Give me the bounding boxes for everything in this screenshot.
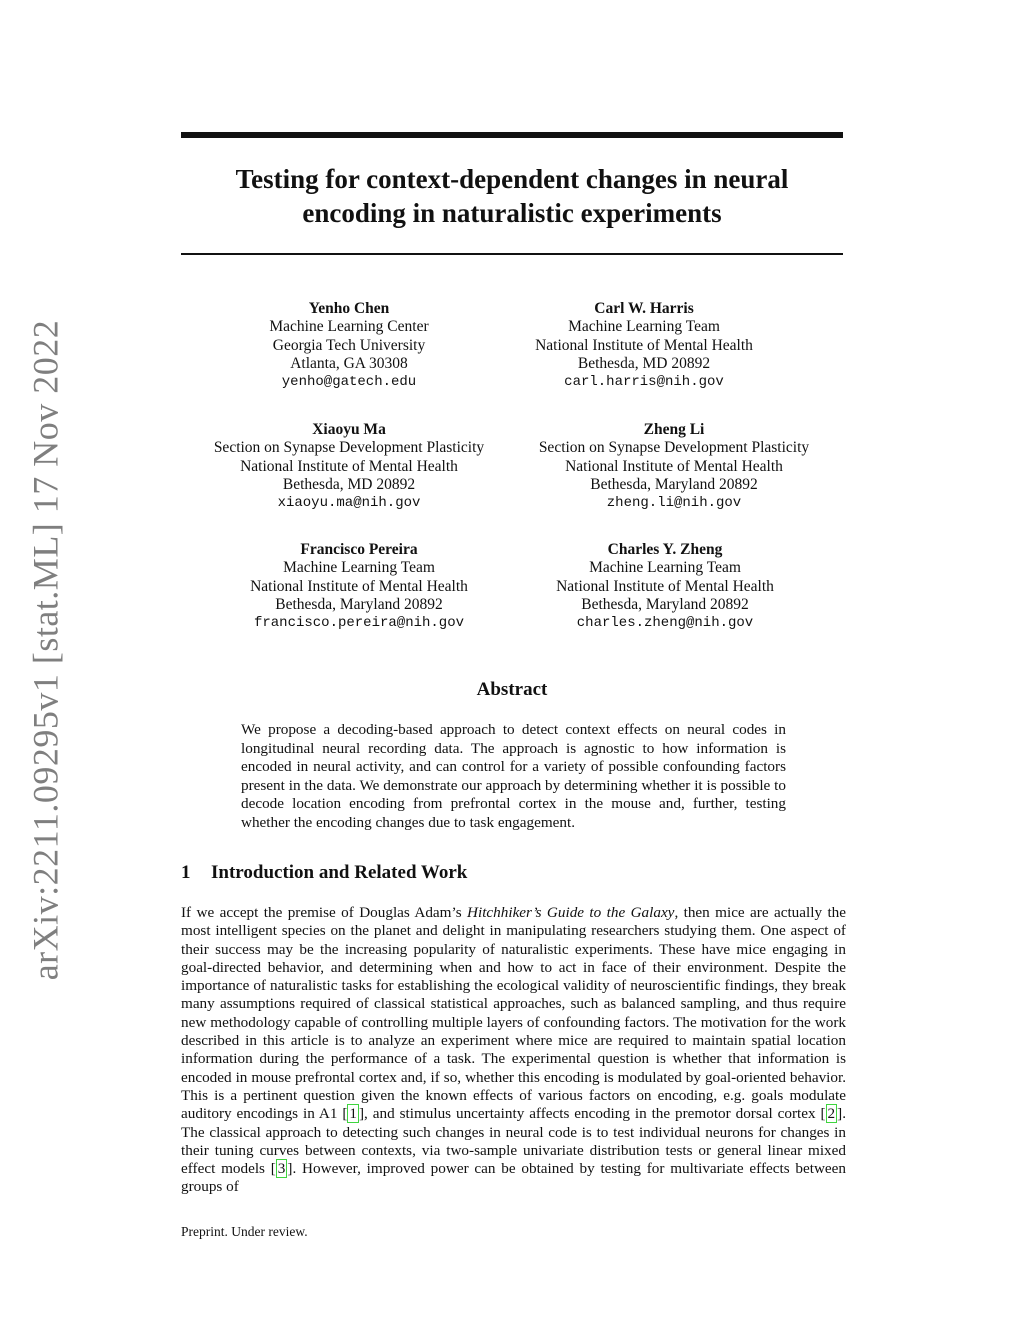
author-block xyxy=(199,541,519,632)
author-address: Bethesda, MD 20892 xyxy=(282,475,416,493)
author-block xyxy=(484,300,804,391)
intro-text: , then mice are actually the most intelligent species on the planet and delight in manipulating researchers studying them. One aspect of their success may be the increasing popularity of naturalistic experiments. These have mice engaging in goal-directed behavior, and determining when and how to act in face of their environment. Despite the importance of naturalistic tasks for establishing the ecological validity of neuroscientific findings, they break many assumptions required of classical statistical approaches, such as balanced sampling, and thus require new methodology capable of controlling multiple layers of confounding factors. The motivation for the work described in this article is to analyze an experiment where mice are required to maintain spatial location information during the performance of a task. The experimental question is whether that information is encoded in mouse prefrontal cortex and, if so, whether this encoding is modulated by goal-oriented behavior. This is a pertinent question given the known effects of various factors on encoding, e.g. goals modulate auditory encodings in A1 [ xyxy=(181,904,846,1123)
author-name: Yenho Chen xyxy=(308,300,390,317)
author-name: Xiaoyu Ma xyxy=(312,421,386,438)
citation-link[interactable]: 2 xyxy=(827,1105,836,1123)
author-institution: National Institute of Mental Health xyxy=(565,457,783,475)
arxiv-identifier-text: arXiv:2211.09295v1 [stat.ML] 17 Nov 2022 xyxy=(25,319,66,981)
footer-note: Preprint. Under review. xyxy=(181,1224,308,1239)
author-email[interactable]: zheng.li@nih.gov xyxy=(606,495,742,512)
author-institution: National Institute of Mental Health xyxy=(556,577,774,595)
arxiv-identifier-stamp xyxy=(20,319,70,981)
abstract-text: We propose a decoding-based approach to detect context effects on neural codes in longitudinal neural recording data. The approach is agnostic to how information is encoded in neural activity, and can control for a variety of possible confounding factors present in the data. We demonstrate our approach by determining whether it is possible to decode location encoding from prefrontal cortex in the mouse and, further, testing whether the encoding changes due to task engagement. xyxy=(241,721,786,831)
author-affiliation: Section on Synapse Development Plasticity xyxy=(538,439,810,457)
book-title: Hitchhiker’s Guide to the Galaxy xyxy=(467,904,675,921)
author-name: Carl W. Harris xyxy=(594,300,694,317)
abstract-heading: Abstract xyxy=(476,679,548,700)
author-institution: Georgia Tech University xyxy=(272,336,426,354)
author-name: Francisco Pereira xyxy=(300,541,418,558)
author-affiliation: Section on Synapse Development Plasticity xyxy=(213,439,485,457)
author-affiliation: Machine Learning Team xyxy=(283,559,435,577)
author-email[interactable]: francisco.pereira@nih.gov xyxy=(253,615,465,632)
author-affiliation: Machine Learning Team xyxy=(589,559,741,577)
author-address: Atlanta, GA 30308 xyxy=(290,354,408,372)
author-affiliation: Machine Learning Center xyxy=(269,318,429,336)
title-rule xyxy=(181,253,843,255)
citation-link[interactable]: 1 xyxy=(349,1105,357,1123)
author-address: Bethesda, Maryland 20892 xyxy=(581,595,749,613)
top-rule xyxy=(181,132,843,138)
author-institution: National Institute of Mental Health xyxy=(535,336,753,354)
author-institution: National Institute of Mental Health xyxy=(250,577,468,595)
intro-text: ]. However, improved power can be obtained by testing for multivariate effects between groups of xyxy=(181,1160,846,1196)
author-email[interactable]: carl.harris@nih.gov xyxy=(564,374,724,391)
author-name: Charles Y. Zheng xyxy=(607,541,723,558)
author-address: Bethesda, Maryland 20892 xyxy=(275,595,443,613)
author-block xyxy=(189,300,509,391)
author-block xyxy=(189,421,509,512)
section-number: 1 xyxy=(181,862,191,883)
author-email[interactable]: xiaoyu.ma@nih.gov xyxy=(277,495,421,512)
intro-paragraph xyxy=(181,904,846,1197)
author-block xyxy=(514,421,834,512)
author-affiliation: Machine Learning Team xyxy=(568,318,720,336)
author-name: Zheng Li xyxy=(643,421,705,438)
intro-text: If we accept the premise of Douglas Adam’s xyxy=(181,904,468,921)
paper-title: Testing for context-dependent changes in neural encoding in naturalistic experiments xyxy=(235,164,789,228)
section-title: Introduction and Related Work xyxy=(211,862,468,883)
section-heading xyxy=(181,862,467,884)
author-address: Bethesda, MD 20892 xyxy=(577,354,711,372)
author-institution: National Institute of Mental Health xyxy=(240,457,458,475)
author-block xyxy=(505,541,825,632)
author-email[interactable]: yenho@gatech.edu xyxy=(281,374,417,391)
citation-link[interactable]: 3 xyxy=(277,1160,286,1178)
intro-text: ], and stimulus uncertainty affects encoding in the premotor dorsal cortex [ xyxy=(359,1105,826,1123)
author-address: Bethesda, Maryland 20892 xyxy=(590,475,758,493)
intro-text: ]. The classical approach to detecting such changes in neural code is to test individual neurons for changes in their tuning curves between contexts, via two-sample univariate distribution tests or general linear mixed effect models [ xyxy=(181,1105,846,1178)
author-email[interactable]: charles.zheng@nih.gov xyxy=(576,615,754,632)
